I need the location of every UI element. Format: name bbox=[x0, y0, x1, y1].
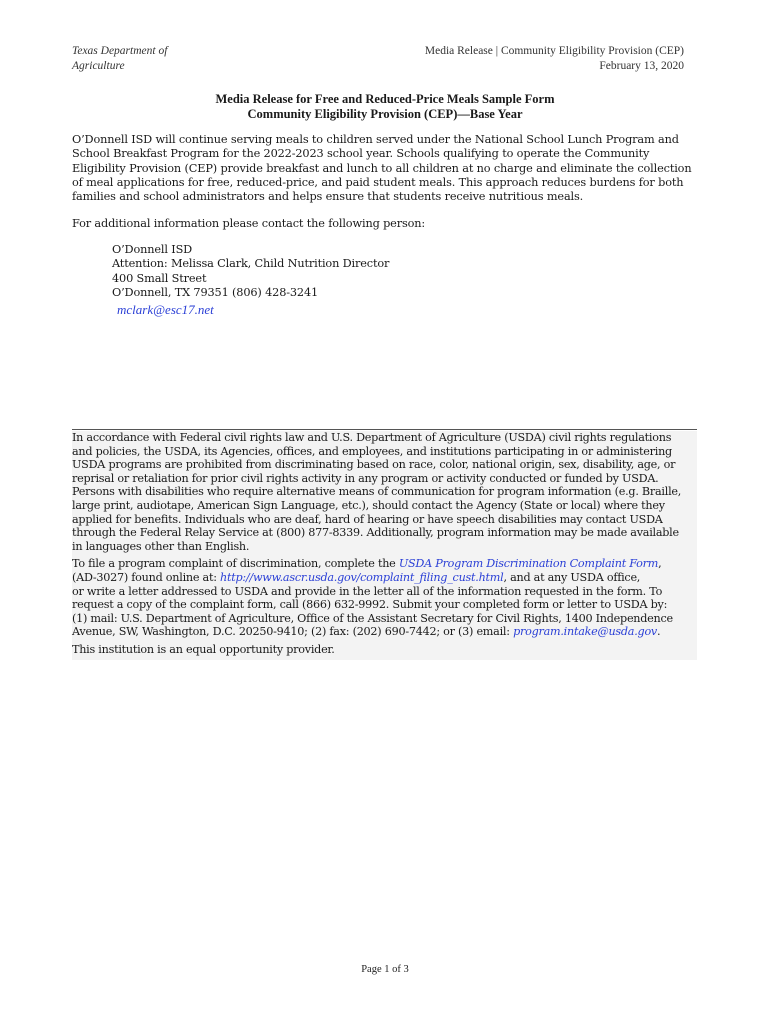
intro-line: families and school administrators and helps ensure that students receive nutritious meals. bbox=[72, 190, 584, 204]
complaint-text: Avenue, SW, Washington, D.C. 20250-9410; (2) fax: (202) 690-7442; or (3) email: bbox=[72, 625, 514, 639]
equal-opportunity-statement: This institution is an equal opportunity provider. bbox=[72, 642, 335, 656]
release-header bbox=[425, 44, 684, 73]
intro-line: of meal applications for free, reduced-price, and paid student meals. This approach reduces burdens for both bbox=[72, 175, 684, 189]
complaint-filing-url-link[interactable]: http://www.ascr.usda.gov/complaint_filing_cust.html bbox=[220, 570, 504, 584]
civil-line: reprisal or retaliation for prior civil rights activity in any program or activity conducted or funded by USDA. bbox=[72, 471, 659, 485]
complaint-text: , bbox=[658, 557, 662, 571]
intro-line: Eligibility Provision (CEP) provide breakfast and lunch to all children at no charge and eliminate the collection bbox=[72, 161, 692, 175]
complaint-line bbox=[72, 557, 697, 571]
contact-street: 400 Small Street bbox=[112, 271, 207, 285]
civil-line: large print, audiotape, American Sign Language, etc.), should contact the Agency (State or local) where they bbox=[72, 498, 665, 512]
contact-attention: Attention: Melissa Clark, Child Nutrition Director bbox=[112, 257, 390, 271]
intro-line: O’Donnell ISD will continue serving meals to children served under the National School Lunch Program and bbox=[72, 133, 679, 146]
page-number: Page 1 of 3 bbox=[361, 964, 409, 975]
complaint-text: . bbox=[657, 625, 661, 639]
complaint-line bbox=[72, 571, 697, 585]
title-line-1: Media Release for Free and Reduced-Price Meals Sample Form bbox=[215, 92, 555, 106]
page-title bbox=[72, 92, 698, 122]
complaint-line: or write a letter addressed to USDA and provide in the letter all of the information requested in the form. To bbox=[72, 584, 663, 598]
complaint-text: To file a program complaint of discrimination, complete the bbox=[72, 557, 399, 571]
contact-org: O’Donnell ISD bbox=[112, 243, 193, 256]
civil-line: through the Federal Relay Service at (800) 877-8339. Additionally, program information may be made available bbox=[72, 526, 679, 540]
agency-line-2: Agriculture bbox=[72, 59, 125, 72]
agency-name bbox=[72, 44, 167, 73]
civil-line: and policies, the USDA, its Agencies, offices, and employees, and institutions participating in or administering bbox=[72, 444, 672, 458]
civil-line: In accordance with Federal civil rights law and U.S. Department of Agriculture (USDA) civil rights regulations bbox=[72, 431, 672, 444]
intro-line: School Breakfast Program for the 2022-2023 school year. Schools qualifying to operate the Community bbox=[72, 147, 650, 161]
complaint-paragraph bbox=[72, 557, 697, 639]
civil-rights-statement bbox=[72, 431, 697, 660]
civil-line: Persons with disabilities who require alternative means of communication for program information (e.g. Braille, bbox=[72, 485, 682, 499]
complaint-text: (AD-3027) found online at: bbox=[72, 570, 221, 584]
contact-intro: For additional information please contact the following person: bbox=[72, 217, 426, 230]
contact-address bbox=[112, 243, 389, 300]
civil-line: in languages other than English. bbox=[72, 539, 250, 553]
complaint-line: (1) mail: U.S. Department of Agriculture, Office of the Assistant Secretary for Civil Rights, 1400 Independence bbox=[72, 611, 673, 625]
contact-email-link[interactable]: mclark@esc17.net bbox=[117, 302, 214, 317]
release-date: February 13, 2020 bbox=[599, 59, 684, 72]
agency-line-1: Texas Department of bbox=[72, 45, 168, 57]
complaint-line: request a copy of the complaint form, call (866) 632-9992. Submit your completed form or letter to USDA by: bbox=[72, 598, 668, 612]
complaint-line bbox=[72, 625, 697, 639]
section-divider bbox=[72, 429, 697, 430]
program-intake-email-link[interactable]: program.intake@usda.gov bbox=[513, 625, 658, 639]
release-line: Media Release | Community Eligibility Provision (CEP) bbox=[424, 45, 684, 57]
civil-line: USDA programs are prohibited from discriminating based on race, color, national origin, sex, disability, age, or bbox=[72, 458, 676, 472]
intro-paragraph bbox=[72, 133, 702, 204]
nondiscrimination-paragraph bbox=[72, 431, 697, 553]
civil-line: applied for benefits. Individuals who are deaf, hard of hearing or have speech disabilities may contact USDA bbox=[72, 512, 663, 526]
complaint-text: , and at any USDA office, bbox=[503, 570, 641, 584]
title-line-2: Community Eligibility Provision (CEP)—Base Year bbox=[247, 107, 523, 121]
contact-city-phone: O’Donnell, TX 79351 (806) 428-3241 bbox=[112, 285, 319, 299]
complaint-form-link[interactable]: USDA Program Discrimination Complaint Form bbox=[398, 557, 659, 571]
